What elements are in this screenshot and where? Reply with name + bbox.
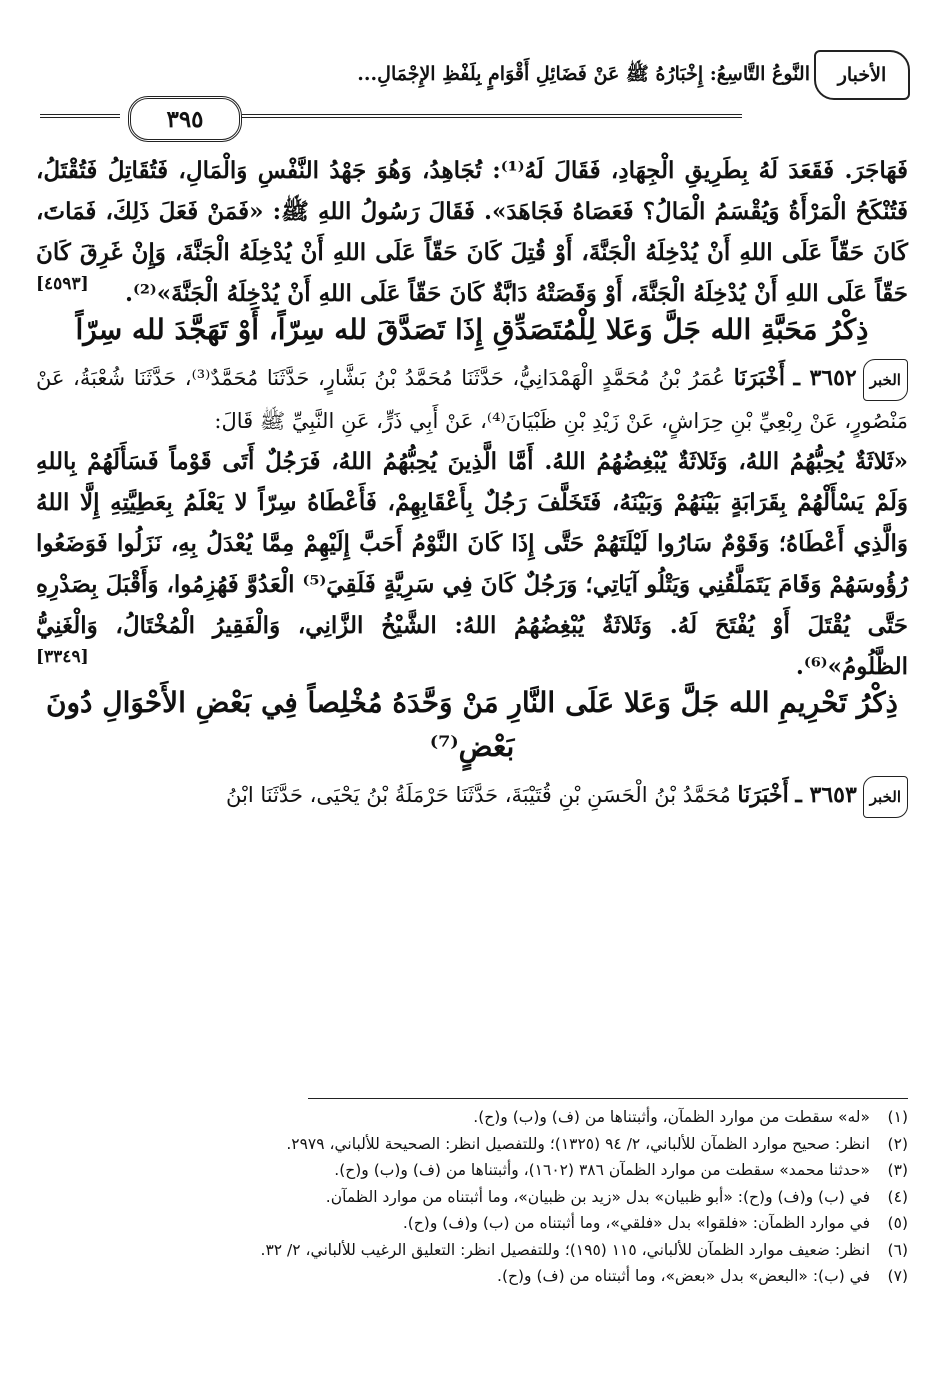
khabar-badge: الخبر <box>863 776 908 818</box>
akhbarana-word: أَخْبَرَنَا <box>737 782 789 808</box>
matn-text: «ثَلاثَةٌ يُحِبُّهُمُ اللهُ، وَثَلاثَةٌ يُبْغِضُهُمُ اللهُ. أَمَّا الَّذِينَ يُحِبُّهُمُ اللهُ، فَرَجُلٌ أَتَى قَوْماً فَسَأَلَهُمْ بِاللهِ وَلَمْ يَسْأَلْهُمْ بِقَرَابَةٍ بَيْنَهُمْ وَبَيْنَهُ، فَتَخَلَّفَ رَجُلٌ بِأَعْقَابِهِمْ، فَأَعْطَاهُ سِرّاً لا يَعْلَمُ بِعَطِيَّتِهِ إِلَّا اللهُ وَالَّذِي أَعْطَاهُ؛ وَقَوْمٌ سَارُوا لَيْلَتَهُمْ حَتَّى إِذَا كَانَ النَّوْمُ أَحَبَّ إِلَيْهِمْ مِمَّا يُعْدَلُ بِهِ، نَزَلُوا فَوَضَعُوا رُؤُوسَهُمْ وَقَامَ يَتَمَلَّقُنِي وَيَتْلُو آيَاتِي؛ وَرَجُلٌ كَانَ فِي سَرِيَّةٍ فَلَقِيَ⁽⁵⁾ الْعَدُوَّ فَهُزِمُوا، وَأَقْبَلَ بِصَدْرِهِ حَتَّى يُقْتَلَ أَوْ يُفْتَحَ لَهُ. وَثَلاثَةٌ يُبْغِضُهُمُ اللهُ: الشَّيْخُ الزَّانِي، وَالْفَقِيرُ الْمُخْتَالُ، وَالْغَنِيُّ الظَّلُومُ»⁽⁶⁾. <box>36 448 908 680</box>
main-text <box>36 150 908 818</box>
footnote-rule <box>308 1098 908 1099</box>
running-header <box>40 50 910 133</box>
chapter-heading: ذِكْرُ تَحْرِيمِ الله جَلَّ وَعَلا عَلَى النَّارِ مَنْ وَحَّدَهُ مُخْلِصاً فِي بَعْضِ الأَحْوَالِ دُونَ بَعْضٍ⁽⁷⁾ <box>45 686 899 763</box>
akhbarana-word: أَخْبَرَنَا <box>733 365 785 391</box>
footnote: (٣)«حدثنا محمد» سقطت من موارد الظمآن ٣٨٦ (١٦٠٢)، وأثبتناها من (ف) و(ب) و(ح). <box>334 1161 908 1179</box>
footnote: (٤)في (ب) و(ف) و(ح): «أبو ظبيان» بدل «زيد بن ظبيان»، وما أثبتناه من موارد الظمآن. <box>325 1187 908 1206</box>
footnotes <box>36 1104 908 1290</box>
hadith-number: ٣٦٥٢ ـ <box>793 365 857 391</box>
header-rule-left <box>40 114 120 118</box>
header-rule-right <box>242 114 742 118</box>
footnote: (٧)في (ب): «البعض» بدل «بعض»، وما أثبتناه من (ف) و(ح). <box>497 1267 908 1285</box>
isnad-text: مُحَمَّدُ بْنُ الْحَسَنِ بْنِ قُتَيْبَةَ، حَدَّثَنَا حَرْمَلَةُ بْنُ يَحْيَى، حَدَّثَنَا ابْنُ <box>226 783 731 807</box>
hadith-number: ٣٦٥٣ ـ <box>795 782 857 808</box>
isnad-text: عُمَرُ بْنُ مُحَمَّدٍ الْهَمْدَانِيُّ، حَدَّثَنَا مُحَمَّدُ بْنُ بَشَّارٍ، حَدَّثَنَا مُحَمَّدٌ⁽³⁾، حَدَّثَنَا شُعْبَةُ، عَنْ مَنْصُورٍ، عَنْ رِبْعِيِّ بْنِ حِرَاشٍ، عَنْ زَيْدِ بْنِ ظَبْيَانَ⁽⁴⁾، عَنْ أَبِي ذَرٍّ، عَنِ النَّبِيِّ ﷺ قَالَ: <box>36 366 908 433</box>
section-badge: الأخبار <box>814 50 910 100</box>
hadith-3653 <box>36 775 908 818</box>
khabar-badge: الخبر <box>863 359 908 401</box>
reference-number: [٤٥٩٣] <box>36 274 89 294</box>
footnote: (٥)في موارد الظمآن: «فلقوا» بدل «فلقي»، وما أثبتناه من (ب) و(ف) و(ح). <box>402 1214 908 1232</box>
hadith-continuation: فَهَاجَرَ. فَقَعَدَ لَهُ بِطَرِيقِ الْجِهَادِ، فَقَالَ لَهُ⁽¹⁾: تُجَاهِدُ، وَهُوَ جَهْدُ النَّفْسِ وَالْمَالِ، فَتُقَاتِلُ فَتُقْتَلُ، فَتُنْكَحُ الْمَرْأَةُ وَيُقْسَمُ الْمَالُ؟ فَعَصَاهُ فَجَاهَدَ». فَقَالَ رَسُولُ اللهِ ﷺ: «فَمَنْ فَعَلَ ذَلِكَ، فَمَاتَ، كَانَ حَقّاً عَلَى اللهِ أَنْ يُدْخِلَهُ الْجَنَّةَ، أَوْ قُتِلَ كَانَ حَقّاً عَلَى اللهِ أَنْ يُدْخِلَهُ الْجَنَّةَ، وَإِنْ غَرِقَ كَانَ حَقّاً عَلَى اللهِ أَنْ يُدْخِلَهُ الْجَنَّةَ، أَوْ وَقَصَتْهُ دَابَّةٌ كَانَ حَقّاً عَلَى اللهِ أَنْ يُدْخِلَهُ الْجَنَّةَ»⁽²⁾. <box>36 157 908 307</box>
footnote: (٢)انظر: صحيح موارد الظمآن للألباني، ٢/ ٩٤ (١٣٢٥)؛ وللتفصيل انظر: الصحيحة للألباني، ٢٩٧٩. <box>286 1134 908 1153</box>
chapter-heading: ذِكْرُ مَحَبَّةِ الله جَلَّ وَعَلا لِلْمُتَصَدِّقِ إِذَا تَصَدَّقَ لله سِرّاً، أَوْ تَهَجَّدَ لله سِرّاً <box>75 313 869 346</box>
footnote: (١)«له» سقطت من موارد الظمآن، وأثبتناها من (ف) و(ب) و(ح). <box>473 1108 908 1126</box>
footnote: (٦)انظر: ضعيف موارد الظمآن للألباني، ١١٥ (١٩٥)؛ وللتفصيل انظر: التعليق الرغيب للألباني، ٢/ ٣٢. <box>260 1240 908 1259</box>
page-number: ٣٩٥ <box>128 96 242 142</box>
reference-number: [٣٣٤٩] <box>36 647 89 667</box>
running-title: النَّوعُ التَّاسِعُ: إِخْبَارُهُ ﷺ عَنْ فَضَائِلِ أَقْوَامٍ بِلَفْظِ الإِجْمَالِ... <box>357 63 810 85</box>
hadith-3652 <box>36 358 908 441</box>
